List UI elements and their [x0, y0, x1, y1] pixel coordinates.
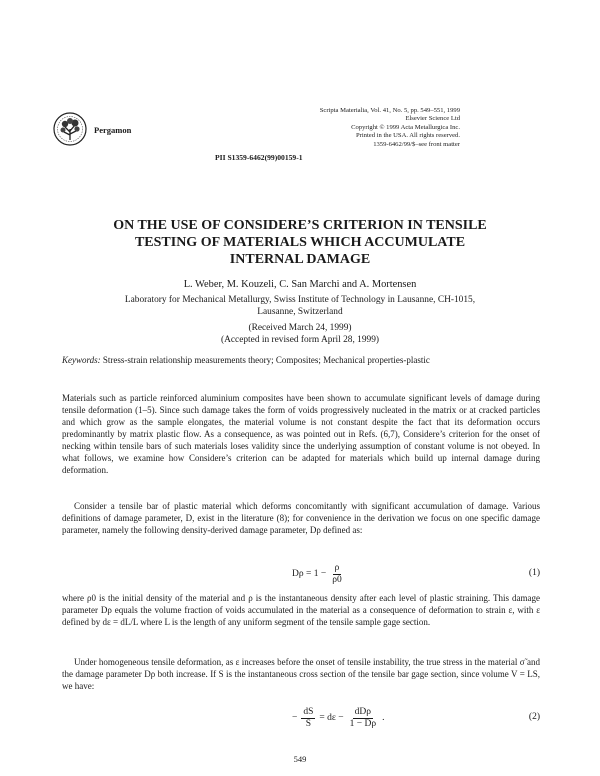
journal-line: Scripta Materialia, Vol. 41, No. 5, pp. 549–551, 1999	[319, 107, 460, 114]
equation-1	[62, 559, 540, 589]
keywords-label: Keywords:	[62, 355, 101, 365]
body-paragraph-3: where ρ0 is the initial density of the material and ρ is the instantaneous density after each level of plastic straining. This damage parameter Dρ equals the volume fraction of voids accumulated in the material as a consequence of deformation to strain ε, with ε defined by dε = dL/L where L is the length of any uniform segment of the tensile sample gage section.	[62, 593, 540, 627]
keywords	[62, 354, 532, 366]
publisher-logo-icon	[53, 112, 87, 146]
affiliation-line-1: Laboratory for Mechanical Metallurgy, Swiss Institute of Technology in Lausanne, CH-1015,	[124, 295, 476, 305]
body-paragraph-2: Consider a tensile bar of plastic material which deforms concomitantly with significant accumulation of damage. Various definitions of damage parameter, D, exist in the literature (8); for convenience in the derivation we focus on one specific damage parameter, namely the following density-derived damage parameter, Dρ defined as:	[62, 501, 540, 535]
equation-2-tail: .	[382, 713, 385, 723]
equation-2-fraction-1	[301, 707, 315, 730]
accepted-date: (Accepted in revised form April 28, 1999)	[220, 335, 380, 345]
publication-dates	[40, 322, 560, 346]
received-date: (Received March 24, 1999)	[248, 323, 352, 333]
affiliation-line-2: Lausanne, Switzerland	[257, 307, 343, 317]
equation-1-lhs: Dρ = 1 −	[292, 569, 327, 579]
equation-2-denominator-1: S	[305, 718, 312, 729]
issn-line: 1359-6462/99/$–see front matter	[373, 140, 460, 148]
body-paragraph-4: Under homogeneous tensile deformation, as ε increases before the onset of tensile instability, the true stress in the material σ̃ and the damage parameter Dρ both increase. If S is the instantaneous cross section of the tensile bar gage section, since volume V = LS, we have:	[62, 657, 540, 691]
body-paragraph-1: Materials such as particle reinforced aluminium composites have been shown to accumulate significant levels of damage during tensile deformation (1–5). Since such damage takes the form of voids progressively nucleated in the matrix or at cracked particles and which grow as the sample elongates, the material volume is not constant despite the fact that its deformation occurs predominantly by matrix plastic flow. As a consequence, as was pointed out in Refs. (6,7), Considere’s criterion for the onset of necking within tensile bars of such materials loses validity since the underlying assumption of constant volume is not obeyed. In what follows, we examine how Considere’s criterion can be adapted for materials which build up internal damage during deformation.	[62, 393, 540, 475]
affiliation	[40, 294, 560, 318]
equation-1-number: (1)	[528, 568, 540, 578]
author-list: L. Weber, M. Kouzeli, C. San Marchi and A. Mortensen	[183, 279, 417, 290]
equation-1-fraction	[330, 563, 344, 586]
publisher-name: Pergamon	[94, 125, 132, 135]
equation-2	[62, 703, 540, 733]
equation-1-denominator: ρ0	[332, 574, 342, 585]
copyright-line: Copyright © 1999 Acta Metallurgica Inc.	[351, 123, 460, 131]
equation-1-numerator: ρ	[334, 562, 340, 573]
publication-info	[320, 107, 460, 149]
title-line-1: ON THE USE OF CONSIDERE’S CRITERION IN TENSILE	[113, 218, 487, 233]
pii-identifier: PII S1359-6462(99)00159-1	[215, 153, 303, 162]
keywords-text: Stress-strain relationship measurements theory; Composites; Mechanical properties-plastic	[100, 355, 430, 365]
title-line-2: TESTING OF MATERIALS WHICH ACCUMULATE	[134, 235, 466, 250]
equation-2-lead: −	[292, 713, 298, 723]
equation-2-middle: = dε −	[319, 713, 344, 723]
title-line-3: INTERNAL DAMAGE	[229, 252, 371, 267]
equation-2-fraction-2	[348, 707, 378, 730]
equation-2-numerator-2: dDρ	[354, 706, 372, 717]
page-number: 549	[293, 754, 307, 764]
equation-2-number: (2)	[528, 712, 540, 722]
equation-2-denominator-2: 1 − Dρ	[349, 718, 377, 729]
publisher-line: Elsevier Science Ltd	[405, 115, 460, 123]
printed-line: Printed in the USA. All rights reserved.	[355, 132, 460, 140]
equation-2-numerator-1: dS	[303, 706, 314, 717]
paper-title	[40, 217, 560, 268]
